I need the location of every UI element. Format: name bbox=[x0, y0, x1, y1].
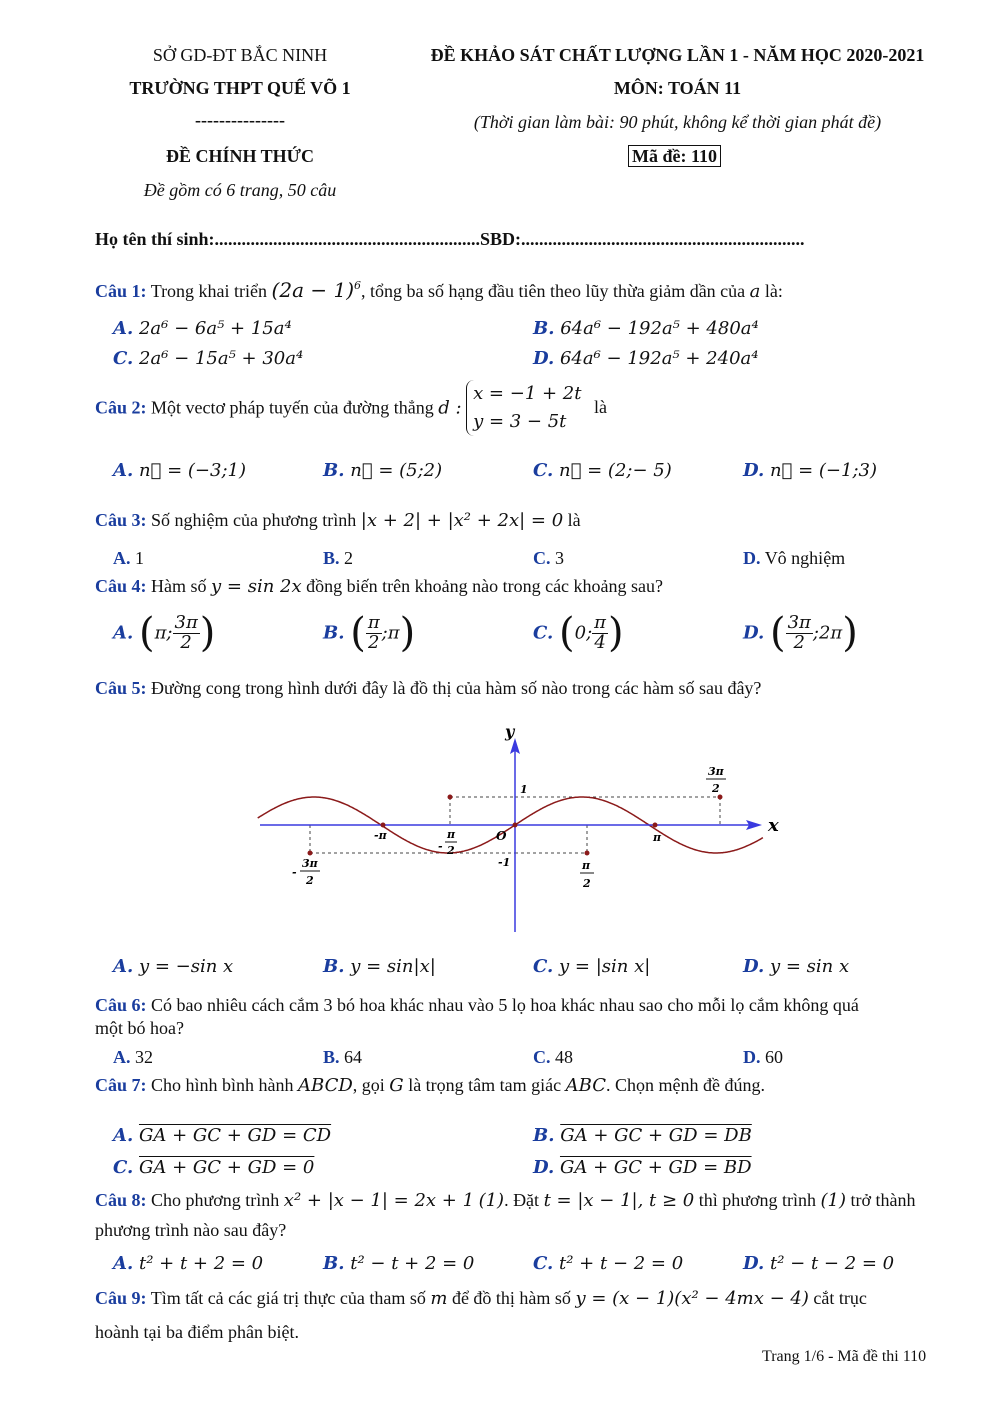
q8-option-b[interactable]: B. t² − t + 2 = 0 bbox=[323, 1253, 475, 1274]
question-8: Câu 8: Cho phương trình x² + |x − 1| = 2x + 1 (1). Đặt t = |x − 1|, t ≥ 0 thì phương trình (1) trở thành bbox=[95, 1190, 916, 1211]
sine-graph bbox=[250, 720, 790, 940]
name-label: Họ tên thí sinh: bbox=[95, 229, 215, 249]
tick-neg-1: -1 bbox=[498, 856, 511, 869]
q3-equation: |x + 2| + |x² + 2x| = 0 bbox=[360, 510, 564, 531]
question-label: Câu 9: bbox=[95, 1288, 147, 1308]
tick-half-pi-den: 2 bbox=[583, 877, 591, 890]
tick-neg-3half-pi-den: 2 bbox=[306, 874, 314, 887]
q1-expression: $(2a - 1)^6$ bbox=[271, 278, 361, 302]
question-label: Câu 8: bbox=[95, 1190, 147, 1210]
school-name: TRƯỜNG THPT QUẾ VÕ 1 bbox=[129, 78, 351, 98]
q4-option-c[interactable]: C. (0; $\frac{\pi}{4}$ ) bbox=[533, 610, 624, 656]
x-axis-label: x bbox=[768, 815, 779, 836]
q6-option-b[interactable]: B. 64 bbox=[323, 1047, 363, 1067]
question-9-line-2: hoành tại ba điểm phân biệt. bbox=[95, 1322, 299, 1342]
exam-code: Mã đề: 110 bbox=[628, 145, 721, 167]
q3-option-b[interactable]: B. 2 bbox=[323, 548, 354, 568]
q5-option-c[interactable]: C. y = |sin x| bbox=[533, 956, 651, 977]
question-2: Câu 2: Một vectơ pháp tuyến của đường thẳng d : x = −1 + 2t y = 3 − 5t là bbox=[95, 380, 607, 436]
question-label: Câu 6: bbox=[95, 995, 147, 1015]
line-system: x = −1 + 2t y = 3 − 5t bbox=[466, 380, 581, 436]
q3-option-c[interactable]: C. 3 bbox=[533, 548, 564, 568]
question-5: Câu 5: Đường cong trong hình dưới đây là đồ thị của hàm số nào trong các hàm số sau đây? bbox=[95, 678, 762, 698]
exam-code-box bbox=[628, 146, 721, 167]
y-axis-label: y bbox=[505, 722, 515, 741]
question-3: Câu 3: Số nghiệm của phương trình |x + 2| + |x² + 2x| = 0 là bbox=[95, 510, 581, 531]
question-label: Câu 1: bbox=[95, 281, 147, 301]
q1-option-b[interactable]: B. 64a⁶ − 192a⁵ + 480a⁴ bbox=[533, 318, 759, 339]
question-label: Câu 4: bbox=[95, 576, 147, 596]
q2-option-a[interactable]: A. n⃗ = (−3;1) bbox=[113, 460, 246, 481]
q3-option-d[interactable]: D. Vô nghiệm bbox=[743, 548, 846, 568]
pages-info: Đề gồm có 6 trang, 50 câu bbox=[143, 180, 337, 200]
q4-option-d[interactable]: D. ( $\frac{3\pi}{2}$ ;2π) bbox=[743, 610, 858, 656]
q8-option-d[interactable]: D. t² − t − 2 = 0 bbox=[743, 1253, 895, 1274]
question-4: Câu 4: Hàm số y = sin 2x đồng biến trên khoảng nào trong các khoảng sau? bbox=[95, 576, 664, 597]
page-footer: Trang 1/6 - Mã đề thi 110 bbox=[762, 1348, 927, 1365]
header-dashes: --------------- bbox=[195, 110, 285, 130]
tick-neg-3half-pi-num: 3π bbox=[302, 857, 318, 870]
tick-3half-pi-den: 2 bbox=[712, 782, 720, 795]
q2-option-d[interactable]: D. n⃗ = (−1;3) bbox=[743, 460, 877, 481]
q4-option-b[interactable]: B. ( $\frac{\pi}{2}$ ;π) bbox=[323, 610, 416, 656]
tick-half-pi-num: π bbox=[582, 859, 591, 872]
tick-neg-3half-pi-minus: - bbox=[292, 866, 297, 879]
sbd-label: SBD: bbox=[480, 229, 522, 249]
q7-option-c[interactable]: C. GA + GC + GD = 0 bbox=[113, 1157, 315, 1178]
time-info: (Thời gian làm bài: 90 phút, không kể thời gian phát đề) bbox=[473, 112, 882, 132]
q3-option-a[interactable]: A. 1 bbox=[113, 548, 144, 568]
q8-option-a[interactable]: A. t² + t + 2 = 0 bbox=[113, 1253, 264, 1274]
q6-option-a[interactable]: A. 32 bbox=[113, 1047, 153, 1067]
question-label: Câu 5: bbox=[95, 678, 147, 698]
q1-option-a[interactable]: A. 2a⁶ − 6a⁵ + 15a⁴ bbox=[113, 318, 292, 339]
question-label: Câu 2: bbox=[95, 397, 147, 418]
question-6: Câu 6: Có bao nhiêu cách cắm 3 bó hoa khác nhau vào 5 lọ hoa khác nhau sao cho mỗi lọ cắm không quá bbox=[95, 995, 859, 1015]
q7-option-a[interactable]: A. GA + GC + GD = CD bbox=[113, 1125, 332, 1146]
question-label: Câu 7: bbox=[95, 1075, 147, 1095]
q5-option-a[interactable]: A. y = −sin x bbox=[113, 956, 234, 977]
tick-neg-half-pi-den: 2 bbox=[447, 844, 455, 857]
q2-option-c[interactable]: C. n⃗ = (2;− 5) bbox=[533, 460, 672, 481]
tick-neg-half-pi-minus: - bbox=[438, 840, 443, 853]
tick-pi: π bbox=[653, 831, 662, 844]
q2-option-b[interactable]: B. n⃗ = (5;2) bbox=[323, 460, 443, 481]
question-1: Câu 1: Trong khai triển $(2a - 1)^6$, tổng ba số hạng đầu tiên theo lũy thừa giảm dần của a là: bbox=[95, 278, 783, 302]
candidate-line bbox=[95, 229, 805, 250]
tick-3half-pi-num: 3π bbox=[708, 765, 724, 778]
q8-equation: x² + |x − 1| = 2x + 1 bbox=[283, 1190, 475, 1211]
q6-option-d[interactable]: D. 60 bbox=[743, 1047, 783, 1067]
question-6-line-2: một bó hoa? bbox=[95, 1018, 184, 1038]
tick-1: 1 bbox=[520, 783, 528, 796]
q7-option-b[interactable]: B. GA + GC + GD = DB bbox=[533, 1125, 752, 1146]
subject: MÔN: TOÁN 11 bbox=[613, 78, 742, 98]
tick-neg-half-pi-num: π bbox=[447, 828, 456, 841]
q4-option-a[interactable]: A. (π; $\frac{3\pi}{2}$ ) bbox=[113, 610, 216, 656]
name-field: ........................................................... bbox=[214, 229, 481, 249]
q1-option-c[interactable]: C. 2a⁶ − 15a⁵ + 30a⁴ bbox=[113, 348, 304, 369]
tick-neg-pi: -π bbox=[374, 829, 387, 842]
official-label: ĐỀ CHÍNH THỨC bbox=[165, 146, 315, 166]
q8-option-c[interactable]: C. t² + t − 2 = 0 bbox=[533, 1253, 684, 1274]
department: SỞ GD-ĐT BẮC NINH bbox=[152, 45, 328, 65]
exam-title: ĐỀ KHẢO SÁT CHẤT LƯỢNG LẦN 1 - NĂM HỌC 2020-2021 bbox=[430, 45, 925, 65]
question-9: Câu 9: Tìm tất cả các giá trị thực của tham số m để đồ thị hàm số y = (x − 1)(x² − 4mx − 4) cắt trục bbox=[95, 1288, 867, 1309]
q1-option-d[interactable]: D. 64a⁶ − 192a⁵ + 240a⁴ bbox=[533, 348, 759, 369]
q5-option-d[interactable]: D. y = sin x bbox=[743, 956, 850, 977]
q5-option-b[interactable]: B. y = sin|x| bbox=[323, 956, 436, 977]
q7-option-d[interactable]: D. GA + GC + GD = BD bbox=[533, 1157, 752, 1178]
q6-option-c[interactable]: C. 48 bbox=[533, 1047, 573, 1067]
q9-function: y = (x − 1)(x² − 4mx − 4) bbox=[575, 1288, 809, 1309]
q4-function: y = sin 2x bbox=[211, 576, 302, 597]
question-8-line-2: phương trình nào sau đây? bbox=[95, 1220, 287, 1240]
question-7: Câu 7: Cho hình bình hành ABCD, gọi G là trọng tâm tam giác ABC. Chọn mệnh đề đúng. bbox=[95, 1075, 765, 1096]
question-label: Câu 3: bbox=[95, 510, 147, 530]
sbd-field: ............................................................... bbox=[521, 229, 805, 249]
origin-label: O bbox=[496, 829, 507, 843]
